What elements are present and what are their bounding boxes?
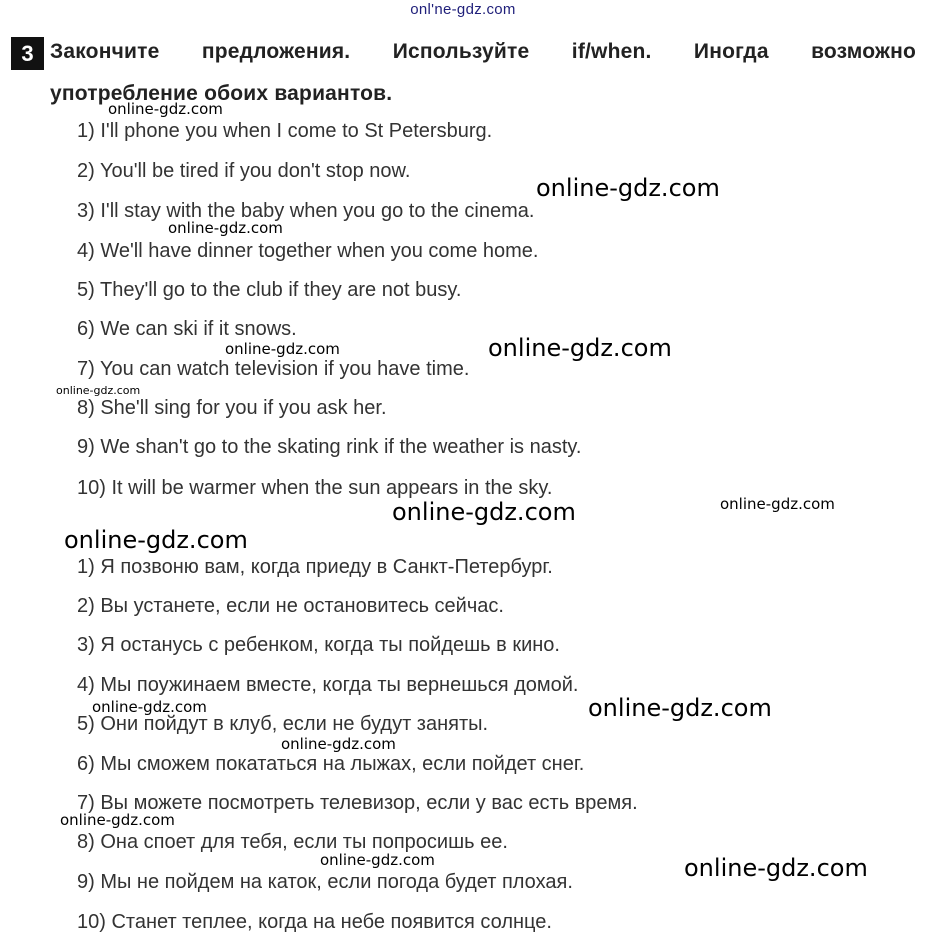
- russian-sentence-5: 5) Они пойдут в клуб, если не будут заняты.: [77, 713, 489, 735]
- english-sentence-2: 2) You'll be tired if you don't stop now.: [77, 160, 411, 182]
- english-sentence-3: 3) I'll stay with the baby when you go to the cinema.: [77, 200, 535, 222]
- russian-sentence-10: 10) Станет теплее, когда на небе появится солнце.: [77, 911, 552, 933]
- english-sentence-9: 9) We shan't go to the skating rink if the weather is nasty.: [77, 436, 582, 458]
- russian-sentence-1: 1) Я позвоню вам, когда приеду в Санкт-Петербург.: [77, 556, 553, 578]
- russian-sentence-8: 8) Она споет для тебя, если ты попросишь ее.: [77, 831, 508, 853]
- russian-sentence-6: 6) Мы сможем покататься на лыжах, если пойдет снег.: [77, 753, 585, 775]
- watermark: online-gdz.com: [588, 694, 772, 722]
- watermark: online-gdz.com: [536, 174, 720, 202]
- russian-sentence-4: 4) Мы поужинаем вместе, когда ты вернешься домой.: [77, 674, 579, 696]
- watermark: online-gdz.com: [108, 100, 223, 118]
- watermark: online-gdz.com: [720, 495, 835, 513]
- russian-sentence-3: 3) Я останусь с ребенком, когда ты пойдешь в кино.: [77, 634, 560, 656]
- english-sentence-6: 6) We can ski if it snows.: [77, 318, 297, 340]
- watermark: online-gdz.com: [56, 384, 141, 397]
- russian-sentence-7: 7) Вы можете посмотреть телевизор, если у вас есть время.: [77, 792, 638, 814]
- english-sentence-8: 8) She'll sing for you if you ask her.: [77, 397, 387, 419]
- watermark: online-gdz.com: [281, 735, 396, 753]
- watermark: online-gdz.com: [225, 340, 340, 358]
- watermark: online-gdz.com: [168, 219, 283, 237]
- task-title: Закончите предложения. Используйте if/when. Иногда возможно: [50, 40, 916, 63]
- russian-sentence-2: 2) Вы устанете, если не остановитесь сейчас.: [77, 595, 504, 617]
- watermark: online-gdz.com: [92, 698, 207, 716]
- watermark: online-gdz.com: [60, 811, 175, 829]
- site-header: onl'ne-gdz.com: [410, 1, 516, 18]
- watermark: online-gdz.com: [684, 854, 868, 882]
- english-sentence-7: 7) You can watch television if you have time.: [77, 358, 470, 380]
- task-number-badge: 3: [11, 37, 44, 70]
- english-sentence-1: 1) I'll phone you when I come to St Petersburg.: [77, 120, 493, 142]
- watermark: online-gdz.com: [320, 851, 435, 869]
- watermark: online-gdz.com: [488, 334, 672, 362]
- watermark: online-gdz.com: [64, 526, 248, 554]
- watermark: online-gdz.com: [392, 498, 576, 526]
- english-sentence-5: 5) They'll go to the club if they are not busy.: [77, 279, 462, 301]
- task-title-continuation: употребление обоих вариантов.: [50, 82, 393, 105]
- english-sentence-10: 10) It will be warmer when the sun appears in the sky.: [77, 477, 553, 499]
- english-sentence-4: 4) We'll have dinner together when you come home.: [77, 240, 539, 262]
- russian-sentence-9: 9) Мы не пойдем на каток, если погода будет плохая.: [77, 871, 573, 893]
